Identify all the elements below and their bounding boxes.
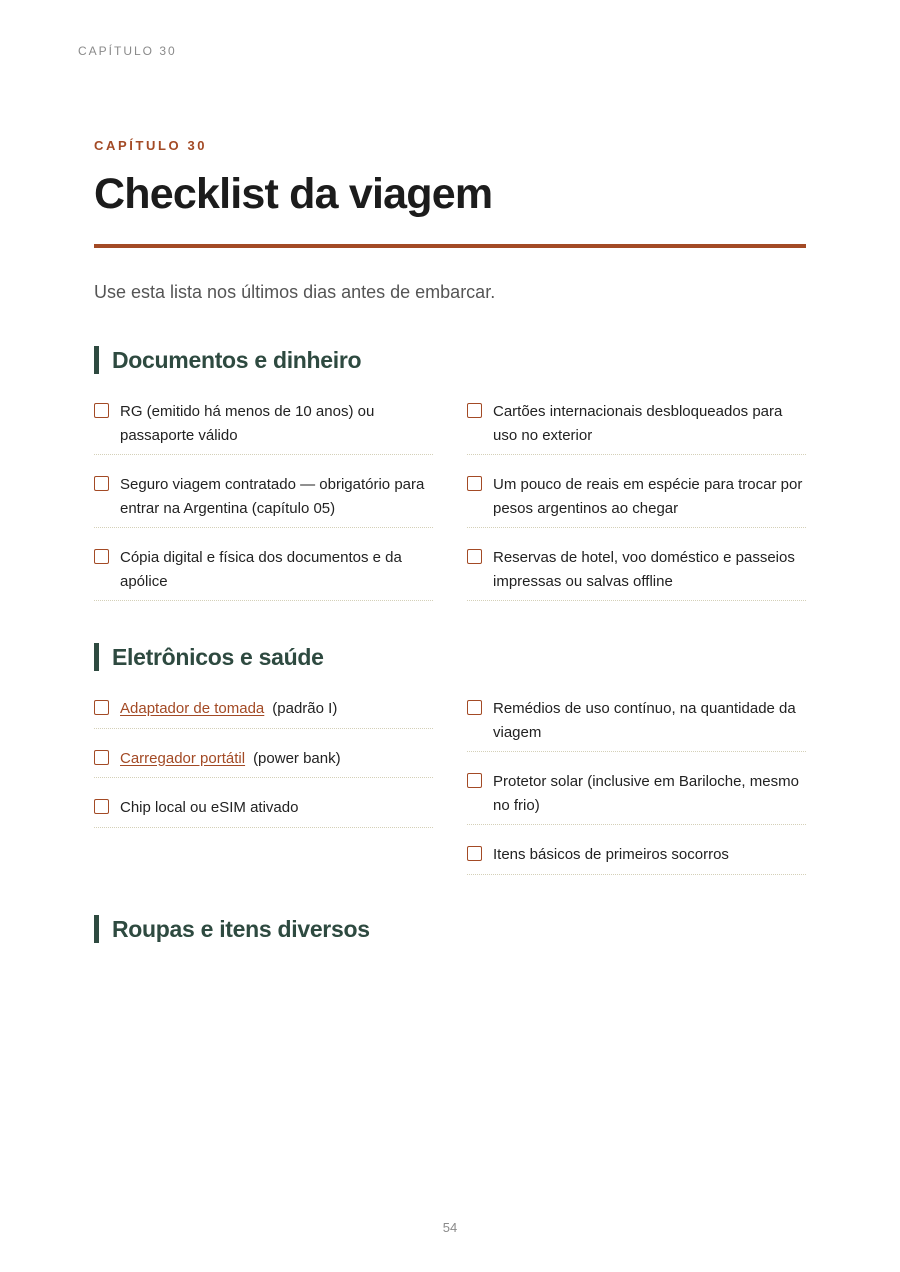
checklist-item-text: Reservas de hotel, voo doméstico e passeios impressas ou salvas offline <box>493 549 795 590</box>
title-divider <box>94 244 806 248</box>
checklist-column-right <box>467 394 806 601</box>
checkbox[interactable] <box>94 750 109 765</box>
checklist-columns <box>94 394 806 601</box>
page-content <box>94 138 806 943</box>
checklist-item-text: Seguro viagem contratado — obrigatório para entrar na Argentina (capítulo 05) <box>120 476 425 517</box>
checklist-item <box>94 467 433 528</box>
checkbox[interactable] <box>94 700 109 715</box>
checklist-column-left <box>94 691 433 875</box>
checklist-item <box>467 394 806 455</box>
checklist-item-text: RG (emitido há menos de 10 anos) ou passaporte válido <box>120 403 375 444</box>
section-roupas <box>94 915 806 943</box>
checklist-item <box>467 467 806 528</box>
section-title: Roupas e itens diversos <box>94 915 806 943</box>
checkbox[interactable] <box>467 403 482 418</box>
chapter-title: Checklist da viagem <box>94 170 493 218</box>
checkbox[interactable] <box>467 700 482 715</box>
checklist-item-note: (power bank) <box>253 749 341 767</box>
checklist-item-text: Itens básicos de primeiros socorros <box>493 846 729 863</box>
checkbox[interactable] <box>94 549 109 564</box>
checklist-column-right <box>467 691 806 875</box>
checkbox[interactable] <box>94 799 109 814</box>
running-header: CAPÍTULO 30 <box>78 44 177 58</box>
section-eletronicos <box>94 643 806 875</box>
adaptador-link[interactable]: Adaptador de tomada <box>120 700 265 717</box>
checklist-item-text: Cópia digital e física dos documentos e da apólice <box>120 549 402 590</box>
checklist-item <box>467 540 806 601</box>
checklist-item-text: Protetor solar (inclusive em Bariloche, mesmo no frio) <box>493 773 799 814</box>
checklist-item <box>94 540 433 601</box>
checklist-item <box>94 394 433 455</box>
checklist-item <box>467 837 806 875</box>
checklist-item-note: (padrão I) <box>272 700 338 717</box>
checklist-columns <box>94 691 806 875</box>
page-number: 54 <box>442 1220 458 1235</box>
checklist-item-text <box>120 747 433 771</box>
checkbox[interactable] <box>467 549 482 564</box>
checkbox[interactable] <box>94 476 109 491</box>
checklist-item-text <box>120 697 433 721</box>
checklist-item <box>94 691 433 729</box>
chapter-eyebrow: CAPÍTULO 30 <box>94 138 208 153</box>
checkbox[interactable] <box>94 403 109 418</box>
carregador-link[interactable]: Carregador portátil <box>120 749 246 767</box>
checklist-column-left <box>94 394 433 601</box>
checklist-item-text: Chip local ou eSIM ativado <box>120 799 299 816</box>
checklist-item-text: Cartões internacionais desbloqueados para uso no exterior <box>493 403 783 444</box>
checklist-item-text: Um pouco de reais em espécie para trocar por pesos argentinos ao chegar <box>493 476 803 517</box>
chapter-intro: Use esta lista nos últimos dias antes de embarcar. <box>94 282 496 302</box>
checklist-item <box>94 790 433 828</box>
checklist-item <box>467 764 806 825</box>
section-title: Documentos e dinheiro <box>94 346 806 374</box>
checkbox[interactable] <box>467 773 482 788</box>
checkbox[interactable] <box>467 846 482 861</box>
checklist-item <box>467 691 806 752</box>
checklist-item-text: Remédios de uso contínuo, na quantidade da viagem <box>493 700 796 741</box>
checklist-item <box>94 741 433 779</box>
checkbox[interactable] <box>467 476 482 491</box>
section-documentos <box>94 346 806 601</box>
section-title: Eletrônicos e saúde <box>94 643 806 671</box>
